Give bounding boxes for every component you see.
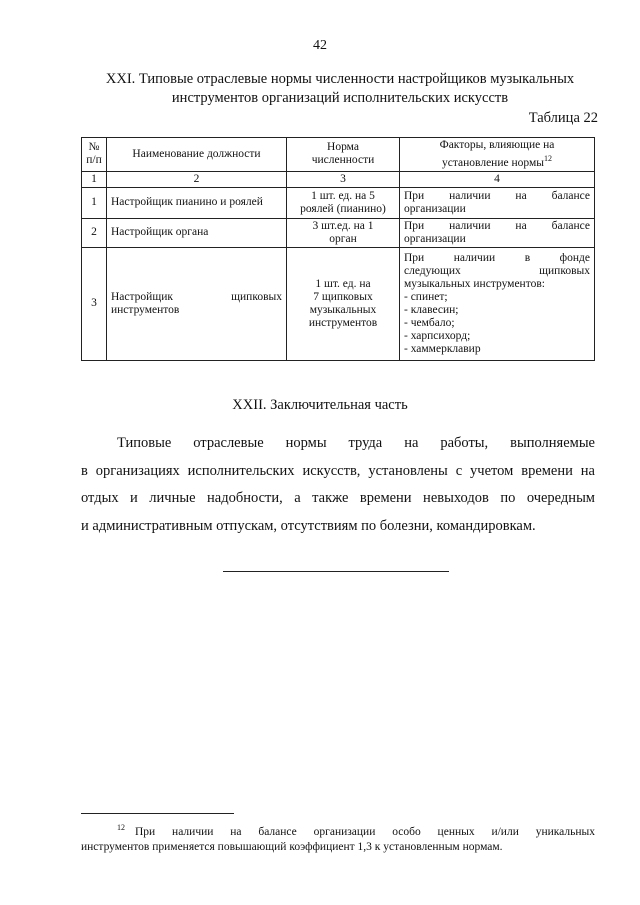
row-norm-line: 1 шт. ед. на (315, 277, 371, 290)
section-title-line-2: инструментов организаций исполнительских искусств (171, 90, 509, 106)
table-row (82, 187, 595, 218)
footnote (81, 820, 595, 855)
instrument-list-item: - клавесин; (404, 303, 459, 316)
final-paragraph-line: в организациях исполнительских искусств, установлены с учетом времени на (81, 462, 595, 479)
page-number: 42 (313, 38, 327, 53)
row-factors-line: организации (404, 202, 466, 215)
header-number-line-2: п/п (86, 154, 102, 167)
index-cell: 2 (107, 171, 287, 187)
index-cell: 4 (400, 171, 595, 187)
row-number: 1 (82, 187, 107, 218)
footnote-separator-line (81, 813, 234, 814)
row-factors (400, 187, 595, 218)
row-norm-line: 3 шт.ед. на 1 (312, 219, 374, 232)
header-number-line-1: № (88, 141, 100, 154)
row-norm-line: 7 щипковых (313, 290, 373, 303)
row-factors-line: При наличии на балансе (404, 219, 590, 232)
instrument-list-item: - харпсихорд; (404, 329, 471, 342)
row-position: Настройщик пианино и роялей (107, 187, 287, 218)
row-norm-line: 1 шт. ед. на 5 (311, 189, 375, 202)
header-number (82, 138, 107, 172)
row-number: 3 (82, 247, 107, 360)
index-cell: 1 (82, 171, 107, 187)
index-cell: 3 (287, 171, 400, 187)
row-norm-line: орган (329, 232, 357, 245)
footnote-reference: 12 (543, 154, 552, 163)
header-norm-line-1: Норма (327, 141, 359, 154)
header-factors-line-2-text: установление нормы (442, 156, 544, 169)
instrument-list-item: - хаммерклавир (404, 342, 481, 355)
footnote-line (81, 820, 595, 840)
row-factors (400, 247, 595, 360)
row-norm (287, 247, 400, 360)
row-norm-line: роялей (пианино) (300, 202, 386, 215)
footnote-mark: 12 (117, 823, 125, 832)
row-factors-line: музыкальных инструментов: (404, 277, 545, 290)
instrument-list-item: - спинет; (404, 290, 448, 303)
footnote-line-1-text: При наличии на балансе организации особо ценных и/или уникальных (135, 825, 595, 838)
table-index-row (82, 171, 595, 187)
final-paragraph-line: и административным отпускам, отсутствиям по болезни, командировкам. (81, 517, 536, 534)
section-title-line-1: XXI. Типовые отраслевые нормы численности настройщиков музыкальных (105, 71, 575, 87)
row-position: Настройщик органа (107, 218, 287, 247)
final-paragraph (81, 430, 595, 540)
row-position-line: Настройщик щипковых (111, 290, 282, 303)
row-number: 2 (82, 218, 107, 247)
row-position (107, 247, 287, 360)
header-norm-line-2: численности (311, 154, 375, 167)
header-factors (400, 138, 595, 172)
end-separator-line (223, 571, 449, 572)
row-norm-line: инструментов (308, 316, 378, 329)
table-caption: Таблица 22 (528, 110, 598, 126)
staffing-norms-table (81, 137, 595, 361)
row-norm (287, 218, 400, 247)
row-factors-line: При наличии в фонде (404, 251, 590, 264)
section-title (60, 70, 620, 108)
instrument-list-item: - чембало; (404, 316, 455, 329)
footnote-line: инструментов применяется повышающий коэффициент 1,3 к установленным нормам. (81, 840, 503, 853)
table-header-row (82, 138, 595, 172)
header-factors-line-1: Факторы, влияющие на (439, 139, 555, 151)
row-norm-line: музыкальных (309, 303, 377, 316)
row-factors-line: При наличии на балансе (404, 189, 590, 202)
row-norm (287, 187, 400, 218)
row-position-line: инструментов (111, 303, 180, 316)
row-factors-line: следующих щипковых (404, 264, 590, 277)
header-position: Наименование должности (107, 138, 287, 172)
table-row (82, 247, 595, 360)
header-norm (287, 138, 400, 172)
header-factors-line-2 (404, 152, 590, 170)
row-factors (400, 218, 595, 247)
final-paragraph-line: отдых и личные надобности, а также времени невыходов по очередным (81, 490, 595, 506)
row-factors-line: организации (404, 232, 466, 245)
final-section-title: XXII. Заключительная часть (232, 397, 408, 413)
final-paragraph-line: Типовые отраслевые нормы труда на работы, выполняемые (117, 435, 595, 451)
table-row (82, 218, 595, 247)
